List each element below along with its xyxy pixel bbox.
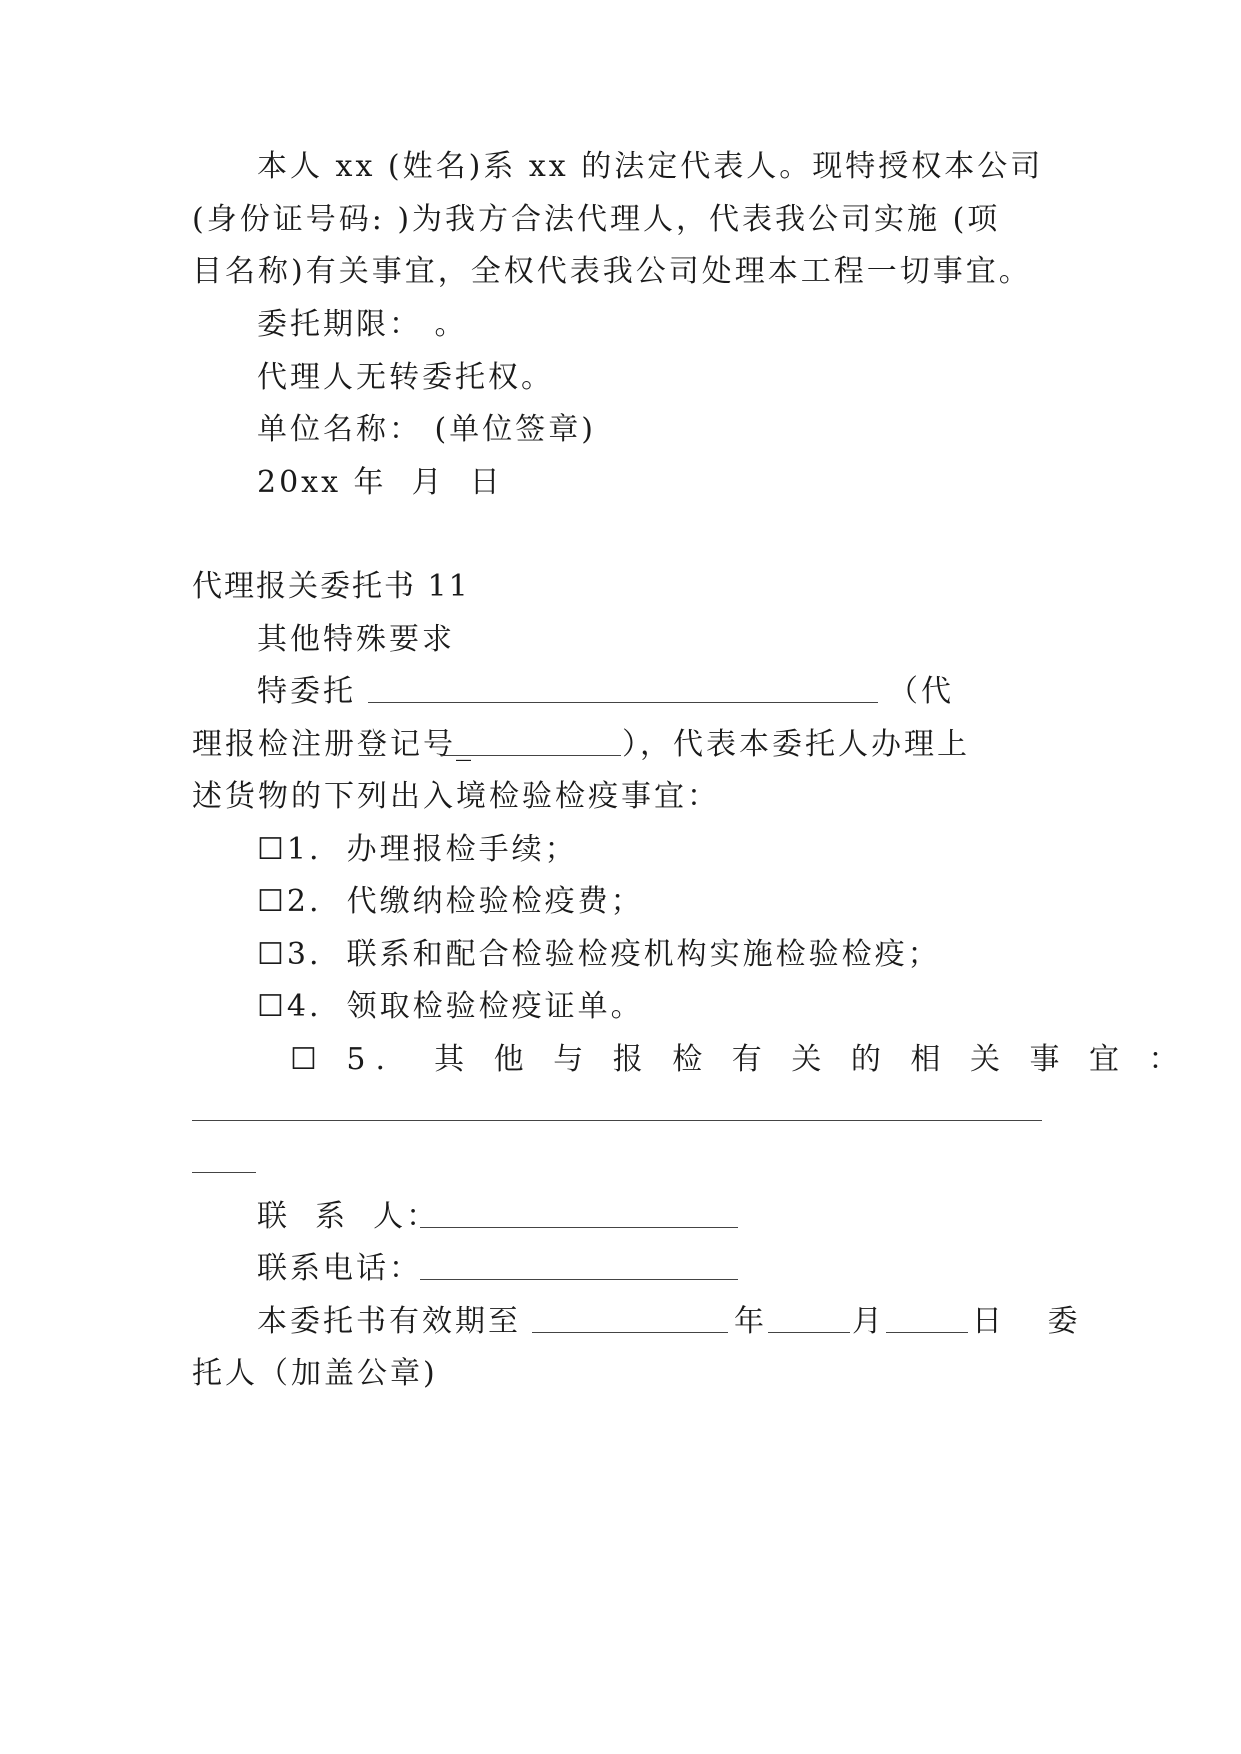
checkbox-icon: ☐ xyxy=(257,832,287,867)
checkbox-icon: ☐ xyxy=(257,989,287,1024)
paragraph-line: 述货物的下列出入境检验检疫事宜： xyxy=(192,779,720,814)
no-transfer-line: 代理人无转委托权。 xyxy=(257,360,554,395)
phone-label: 联系电话： xyxy=(257,1251,422,1286)
checklist-item-text: 1. 办理报检手续； xyxy=(286,832,578,867)
phone-blank xyxy=(420,1279,738,1280)
checklist-item xyxy=(257,830,578,870)
entrust-suffix: （代 xyxy=(888,674,954,709)
checkbox-icon: ☐ xyxy=(257,937,287,972)
checklist-item-5: ☐ 5. 其 他 与 报 检 有 关 的 相 关 事 宜 ： xyxy=(290,1042,1189,1077)
special-requirements: 其他特殊要求 xyxy=(257,622,455,657)
registration-prefix: 理报检注册登记号_ xyxy=(192,727,474,762)
entrust-prefix: 特委托 xyxy=(257,674,356,709)
valid-year-label: 年 xyxy=(734,1304,767,1339)
checkbox-icon: ☐ xyxy=(257,884,287,919)
paragraph-line: (身份证号码: )为我方合法代理人，代表我公司实施 (项 xyxy=(192,202,1001,237)
seal-line: 托人（加盖公章) xyxy=(192,1356,438,1391)
paragraph-line: 本人 xx (姓名)系 xx 的法定代表人。现特授权本公司 xyxy=(257,149,1044,184)
term-line: 委托期限： 。 xyxy=(257,307,468,342)
registration-blank xyxy=(441,755,621,756)
checklist-item-text: 2. 代缴纳检验检疫费； xyxy=(286,884,644,919)
valid-month-label: 月 xyxy=(852,1304,885,1339)
entrust-blank xyxy=(368,702,878,703)
checklist-item-text: 3. 联系和配合检验检疫机构实施检验检疫； xyxy=(286,937,941,972)
valid-year-blank xyxy=(532,1332,728,1333)
valid-prefix: 本委托书有效期至 xyxy=(257,1304,521,1339)
section-heading: 代理报关委托书 11 xyxy=(192,569,470,604)
paragraph-line: 目名称)有关事宜，全权代表我公司处理本工程一切事宜。 xyxy=(192,254,1032,289)
checklist-item xyxy=(257,882,644,922)
valid-day-blank xyxy=(886,1332,968,1333)
valid-day-label: 日 委 xyxy=(972,1304,1096,1339)
valid-month-blank xyxy=(768,1332,850,1333)
registration-suffix: ），代表本委托人办理上 xyxy=(622,727,970,762)
other-matters-blank xyxy=(192,1120,1042,1121)
checklist-item xyxy=(257,987,644,1027)
contact-blank xyxy=(420,1227,738,1228)
date-line: 20xx 年 月 日 xyxy=(257,465,503,500)
checklist-item xyxy=(257,935,941,975)
checklist-item-text: 4. 领取检验检疫证单。 xyxy=(286,989,644,1024)
other-matters-blank-cont xyxy=(192,1172,256,1173)
contact-label: 联 系 人： xyxy=(257,1199,440,1234)
unit-line: 单位名称： (单位签章) xyxy=(257,412,596,447)
